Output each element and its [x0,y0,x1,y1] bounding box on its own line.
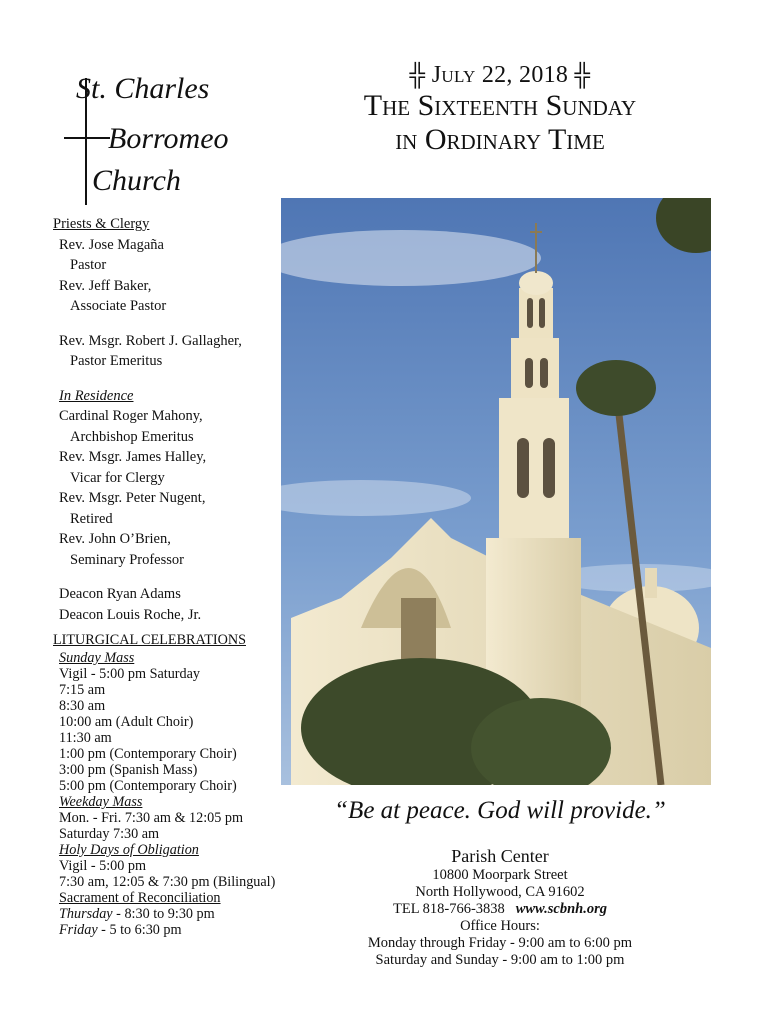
website-link[interactable]: www.scbnh.org [515,901,608,917]
liturgical-heading: LITURGICAL CELEBRATIONS [53,632,246,648]
clergy-role: Pastor [70,257,107,273]
mass-time: 3:00 pm (Spanish Mass) [59,762,198,778]
liturgical-celebrations [53,632,313,938]
church-tower-image [281,198,711,785]
weekday-mass-heading: Weekday Mass [59,794,143,810]
reconciliation-heading: Sacrament of Reconciliation [59,890,221,906]
mass-time: 5:00 pm (Contemporary Choir) [59,778,237,794]
bulletin-header [330,62,670,157]
clergy-role: Associate Pastor [70,298,167,314]
parish-center-title: Parish Center [451,846,549,866]
clergy-name: Rev. Msgr. Peter Nugent, [59,490,206,506]
clergy-role: Vicar for Clergy [70,469,165,486]
clergy-name: Rev. Msgr. James Halley, [59,449,207,465]
church-logo [58,60,228,210]
sunday-mass-heading: Sunday Mass [59,650,135,666]
clergy-role: Seminary Professor [70,551,184,568]
mass-time: Vigil - 5:00 pm [59,858,147,874]
mass-time: Mon. - Fri. 7:30 am & 12:05 pm [59,810,244,826]
svg-text:St. Charles: St. Charles [76,72,210,105]
deacon-name: Deacon Ryan Adams [59,586,181,602]
clergy-heading: Priests & Clergy [53,216,150,232]
svg-text:Borromeo: Borromeo [108,122,228,155]
clergy-role: Retired [70,510,113,527]
residence-heading: In Residence [59,387,134,404]
parish-center-info [330,845,670,969]
mass-time: Vigil - 5:00 pm Saturday [59,666,201,682]
mass-time: 11:30 am [59,730,112,746]
page-title-line1: The Sixteenth Sunday [363,89,637,122]
cross-icon: ╬ [574,62,591,87]
page-title-line2: in Ordinary Time [395,123,605,156]
bulletin-date [330,62,670,89]
office-hours-line: Saturday and Sunday - 9:00 am to 1:00 pm [375,952,625,968]
church-photo [281,198,711,785]
clergy-name: Cardinal Roger Mahony, [59,408,203,424]
reconciliation-time: Thursday - 8:30 to 9:30 pm [59,906,215,922]
clergy-name: Rev. John O’Brien, [59,531,171,547]
mass-time: 7:30 am, 12:05 & 7:30 pm (Bilingual) [59,874,276,890]
clergy-name: Rev. Msgr. Robert J. Gallagher, [59,332,242,349]
logo-cross-icon [58,60,228,210]
cross-icon: ╬ [409,62,426,87]
address-line: North Hollywood, CA 91602 [415,884,585,900]
clergy-role: Archbishop Emeritus [70,428,194,445]
holy-days-heading: Holy Days of Obligation [59,842,199,858]
clergy-role: Pastor Emeritus [70,353,163,369]
address-line: 10800 Moorpark Street [432,867,568,883]
clergy-list [53,214,278,625]
reconciliation-time: Friday - 5 to 6:30 pm [59,922,182,938]
deacon-name: Deacon Louis Roche, Jr. [59,606,202,623]
mass-time: 10:00 am (Adult Choir) [59,714,194,730]
mass-time: Saturday 7:30 am [59,826,160,842]
svg-text:Church: Church [92,164,181,197]
office-hours-label: Office Hours: [460,918,540,934]
phone-number: TEL 818-766-3838 [392,901,505,917]
mass-time: 8:30 am [59,698,106,714]
contact-line [330,901,670,918]
clergy-name: Rev. Jeff Baker, [59,277,152,294]
mass-time: 7:15 am [59,682,106,698]
clergy-name: Rev. Jose Magaña [59,236,164,253]
quote-text: “Be at peace. God will provide.” [334,797,666,824]
office-hours-line: Monday through Friday - 9:00 am to 6:00 pm [367,935,633,951]
date-text: July 22, 2018 [431,62,569,88]
mass-time: 1:00 pm (Contemporary Choir) [59,746,237,762]
